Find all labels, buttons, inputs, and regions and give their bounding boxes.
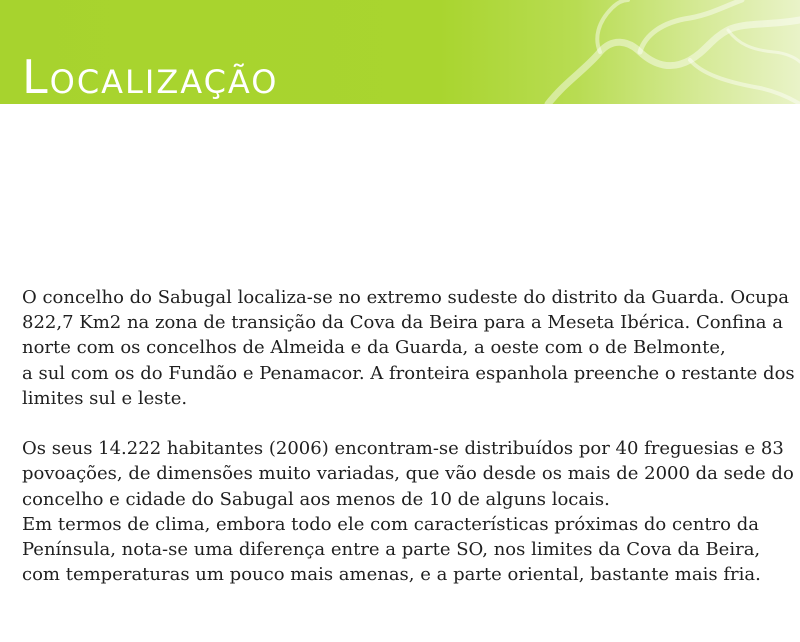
body-text [22, 285, 795, 587]
text-line: a sul com os do Fundão e Penamacor. A fronteira espanhola preenche o restante dos [22, 362, 795, 384]
text-line: Em termos de clima, embora todo ele com características próximas do centro da [22, 513, 759, 535]
header-banner [0, 0, 800, 104]
text-line: O concelho do Sabugal localiza-se no extremo sudeste do distrito da Guarda. Ocupa [22, 287, 790, 308]
text-line: Os seus 14.222 habitantes (2006) encontram-se distribuídos por 40 freguesias e 83 [22, 438, 784, 460]
paragraph [22, 285, 795, 411]
text-line: limites sul e leste. [22, 387, 188, 409]
text-line: concelho e cidade do Sabugal aos menos de 10 de alguns locais. [22, 488, 610, 510]
page-title: Localização [22, 50, 279, 104]
text-line: Península, nota-se uma diferença entre a parte SO, nos limites da Cova da Beira, [22, 539, 761, 561]
text-line: norte com os concelhos de Almeida e da Guarda, a oeste com o de Belmonte, [22, 337, 726, 359]
text-line: povoações, de dimensões muito variadas, que vão desde os mais de 2000 da sede do [22, 463, 794, 485]
paragraph [22, 436, 792, 587]
text-line: 822,7 Km2 na zona de transição da Cova da Beira para a Meseta Ibérica. Confina a [22, 312, 783, 334]
text-line: com temperaturas um pouco mais amenas, e a parte oriental, bastante mais fria. [22, 564, 761, 586]
